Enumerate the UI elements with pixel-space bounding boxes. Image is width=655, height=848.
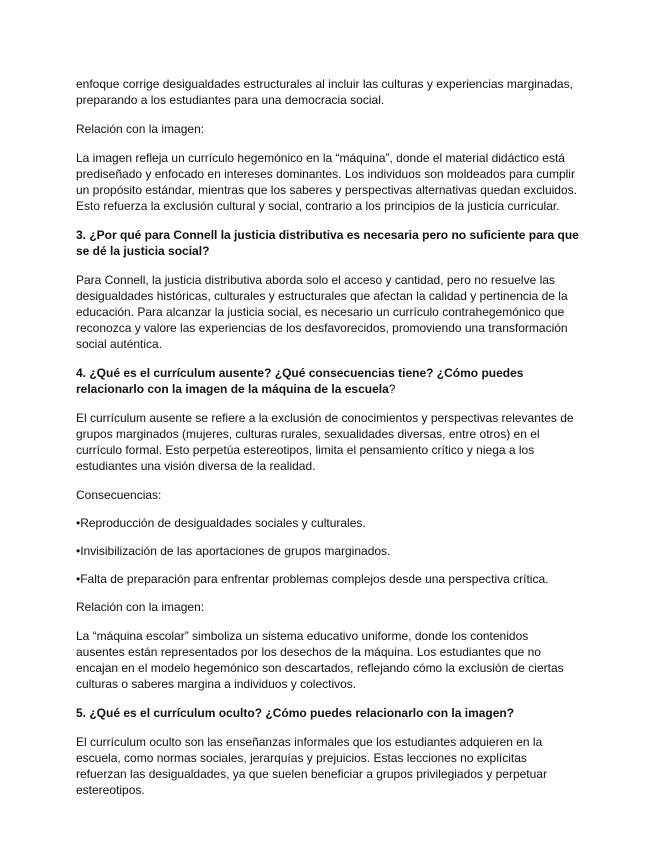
bullet-item-1: •Reproducción de desigualdades sociales y culturales. [76,516,366,530]
paragraph-image-hegemonic: La imagen refleja un currículo hegemónico en la “máquina”, donde el material didáctico está prediseñado y enfocado en intereses dominantes. Los individuos son moldeados para cumplir un propósito estándar, mientras que los saberes y perspectivas alternativas quedan excluidos. Esto refuerza la exclusión cultural y social, contrario a los principios de la justicia curricular. [76,151,577,213]
document-page [76,76,580,811]
bullet-item-2: •Invisibilización de las aportaciones de grupos marginados. [76,544,391,558]
paragraph-intro-continuation: enfoque corrige desigualdades estructurales al incluir las culturas y experiencias marginadas, preparando a los estudiantes para una democracia social. [76,77,573,107]
question-4-text: 4. ¿Qué es el currículum ausente? ¿Qué consecuencias tiene? ¿Cómo puedes relacionarlo con la imagen de la máquina de la escuela [76,366,524,396]
bullet-item-3: •Falta de preparación para enfrentar problemas complejos desde una perspectiva crítica. [76,572,549,586]
paragraph-absent-curriculum: El currículum ausente se refiere a la exclusión de conocimientos y perspectivas relevantes de grupos marginados (mujeres, culturas rurales, sexualidades diversas, entre otros) en el currículo formal. Esto perpetúa estereotipos, limita el pensamiento crítico y niega a los estudiantes una visión diversa de la realidad. [76,411,574,473]
paragraph-hidden-curriculum: El currículum oculto son las enseñanzas informales que los estudiantes adquieren en la escuela, como normas sociales, jerarquías y prejuicios. Estas lecciones no explícitas refuerzan las desigualdades, ya que suelen beneficiar a grupos privilegiados y perpetuar estereotipos. [76,735,547,797]
question-4-heading [76,365,580,397]
paragraph-connell-answer: Para Connell, la justicia distributiva aborda solo el acceso y cantidad, pero no resuelve las desigualdades históricas, culturales y estructurales que afectan la calidad y pertinencia de la educación. Para alcanzar la justicia social, es necesario un currículo contrahegemónico que reconozca y valore las experiencias de los desfavorecidos, promoviendo una transformación social auténtica. [76,273,568,351]
question-3-heading: 3. ¿Por qué para Connell la justicia distributiva es necesaria pero no suficiente para que se dé la justicia social? [76,228,579,258]
paragraph-relation-label-2: Relación con la imagen: [76,600,205,614]
paragraph-relation-label-1: Relación con la imagen: [76,122,205,136]
paragraph-school-machine: La “máquina escolar” simboliza un sistema educativo uniforme, donde los contenidos ausentes están representados por los desechos de la máquina. Los estudiantes que no encajan en el modelo hegemónico son descartados, reflejando cómo la exclusión de ciertas culturas o saberes margina a individuos y colectivos. [76,629,564,691]
question-4-mark: ? [388,382,396,396]
paragraph-consequences-label: Consecuencias: [76,488,162,502]
question-5-heading: 5. ¿Qué es el currículum oculto? ¿Cómo puedes relacionarlo con la imagen? [76,706,515,720]
